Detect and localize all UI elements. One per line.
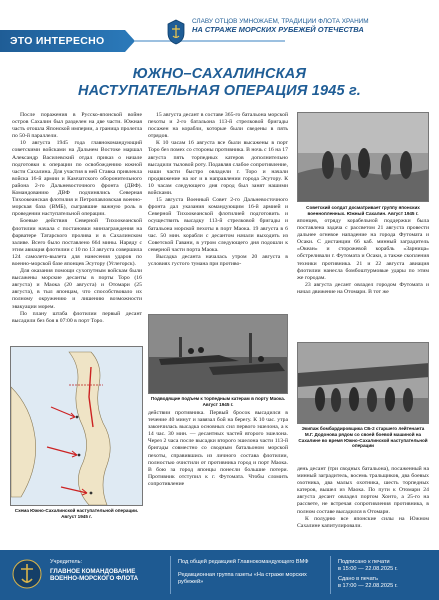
paragraph: По плану штаба флотилии первый десант высадили без боя в 07:00 в порт Торо.	[12, 310, 142, 324]
paragraph: 15 августа десант в составе 365-го батальона морской пехоты и 2-го батальона 113-й стрелковой бригады посажен на корабли, которые были сведены в пять отрядов.	[148, 112, 288, 140]
signed-label: Подписано к печати	[338, 559, 390, 565]
footer	[0, 550, 439, 600]
map-illustration	[11, 347, 143, 506]
photo-torpedo-boats	[148, 314, 288, 394]
column-3-continued	[297, 466, 429, 530]
paragraph: день десант (три сводных батальона), посаженный на минный заградитель, восемь тральщиков, два боевых охотника, два малых охотника, шесть торпедных катеров, вышел из Маока. По пути к Отомари 24 августа десант овладел портом Хонто, а 25-го на рассвете, не встречая сопротивления противника, в полном составе высадился в Отомари.	[297, 466, 429, 515]
paragraph: К 10 часам 16 августа все были высажены в порт Торо без помех со стороны противника. В ночь с 16 на 17 августа пять торпедных катеров дополнительно высадили тыловой роту. Подавляя слабое сопротивление, наши части быстро овладели г. Торо и начали продвижение на юг и в направлении города Эсутору. К 10 часам следующего дня город был занят нашими войсками.	[148, 140, 288, 197]
sent-label: Сдано в печать	[338, 576, 379, 582]
photo-prisoners	[297, 112, 429, 202]
footer-divider	[170, 556, 171, 594]
article-headline	[0, 66, 439, 100]
photo-right-caption: Экипаж бомбардировщика СБ-2 старшего лейтенанта М.Г. Додонова рядом со своей боевой машиной на Сахалине во время Южно-Сахалинской наступательной операции	[298, 426, 428, 449]
founder-label: Учредитель:	[50, 559, 83, 565]
edition-note: Под общей редакцией Главнокомандующего ВМФ	[178, 559, 309, 565]
headline-line2: НАСТУПАТЕЛЬНАЯ ОПЕРАЦИЯ 1945 г.	[78, 83, 361, 99]
paragraph: 15 августа Военный Совет 2-го Дальневосточного фронта дал указания командующим 16-й армией и Северной Тихоокеанской флотилией подготовить и осуществить высадку 113-й стрелковой бригады и батальона морской пехоты в порт Маока. 19 августа в 6 час. 50 мин. корабли с десантом начали выходить из Советской Гавани, в утром следующего дня подошли к северной части порта Маока.	[148, 197, 288, 253]
paragraph: японцев, отряду корабельной поддержки была поставлена задача с рассветом 21 августа провести дальнее огневое нападение на города Футомата и Осаки. С дистанции 66 каб. минный заградитель «Океан» и сторожевой корабль «Зарница» обстреливали г. Футомата и Осаки, а также скопления техники противника. 21 и 22 августа авиация флотилии нанесла бомбоштурмовые удары по этим же городам.	[297, 218, 429, 281]
photo-top-caption: Советский солдат досматривает группу японских военнопленных. Южный Сахалин. Август 1945 г.	[306, 205, 420, 216]
paragraph: К полудню все японские силы на Южном Сахалине капитулировали.	[297, 515, 429, 529]
paragraph: Для оказания помощи сухопутным войскам были высажены морские десанты в порты Торо (16 августа) и Маока (20 августа) и Отомари (25 августа), в тыл японцам, что способствовало их полному окружению и лишению возможности эвакуации морем.	[12, 268, 142, 310]
masthead-tagline	[192, 18, 432, 34]
header-divider	[135, 40, 285, 42]
paragraph: Боевые действия Северной Тихоокеанской флотилии начала с постановки минзаграждения на фарватере Татарского пролива и в Сахалинском заливе. Всего было поставлено 664 мины. Наряду с этим авиация флотилии с 10 по 13 августа совершила 124 самолето-вылета для нанесения ударов по военно-морской базе японцев Эсутору (Углегорск).	[12, 218, 142, 267]
footer-editorial	[178, 559, 318, 586]
headline-line1: ЮЖНО–САХАЛИНСКАЯ	[132, 66, 307, 82]
operation-map	[10, 346, 143, 506]
paragraph: 23 августа десант овладел городом Футомата и начал движение на Отомари. В тот же	[297, 281, 429, 295]
navy-emblem-icon	[165, 18, 187, 46]
column-2-continued	[148, 410, 288, 488]
section-tab: ЭТО ИНТЕРЕСНО	[0, 30, 125, 52]
navy-emblem-icon	[12, 559, 42, 589]
photo-bomber-crew	[297, 342, 429, 424]
sent-time: в 17:00 — 22.08.2025 г.	[338, 583, 398, 589]
footer-founder	[50, 559, 155, 582]
column-2	[148, 112, 288, 268]
footer-print-info	[338, 559, 434, 590]
paragraph: 10 августа 1945 года главнокомандующий советскими войсками на Дальнем Востоке маршал Александр Василевский отдал приказ о начале подготовки к операции по освобождению южной части Сахалина. Для участия в ней Ставка привлекла войска 16-й армии и Камчатского оборонительного района 2-го Дальневосточного фронта (ДВФ). Командованию ДВФ подчинялись Северная Тихоокеанская флотилия и Петропавловская военно-морская база (ВМБ), сыгравшие важную роль в проведении наступательной операции.	[12, 140, 142, 218]
photo-middle-caption: Подводящие подъем к торпедным катерам в порту Маока. Август 1945 г.	[150, 396, 286, 407]
column-1	[12, 112, 142, 325]
paragraph: Высадка десанта началась утром 20 августа в условиях густого тумана при противо-	[148, 253, 288, 267]
tagline-line1: СЛАВУ ОТЦОВ УМНОЖАЕМ, ТРАДИЦИИ ФЛОТА ХРАНИМ	[192, 18, 369, 25]
map-caption: Схема Южно-Сахалинской наступательной операции. Август 1945 г.	[14, 508, 139, 519]
editorial-group: Редакционная группа газеты «На страже морских рубежей»	[178, 572, 307, 585]
signed-time: в 15:00 — 22.08.2025 г.	[338, 566, 398, 572]
paragraph: После поражения в Русско-японской войне остров Сахалин был разделен на две части. Южная часть отошла Японской империи, а граница пролегла по 50-й параллели.	[12, 112, 142, 140]
footer-divider	[330, 556, 331, 594]
founder-name: ГЛАВНОЕ КОМАНДОВАНИЕ ВОЕННО-МОРСКОГО ФЛОТА	[50, 568, 139, 582]
tagline-line2: НА СТРАЖЕ МОРСКИХ РУБЕЖЕЙ ОТЕЧЕСТВА	[192, 25, 364, 34]
column-3	[297, 218, 429, 296]
paragraph: действии противника. Первый бросок высадился в течение 40 минут и завязал бой на берегу. К 10 час. утра закончилась высадка основных сил первого эшелона, а к 14 час. 30 мин. — десантных частей второго эшелона. Через 2 часа после высадки второго эшелона части 113-й бригады совместно со сводным батальоном морской пехоты, справившись из личного состава флотилии, полностью очистили от противника город и порт Маока. В бою за город японцы понесли большие потери. Противник отступил к г. Футомата. Чтобы сломить сопротивление	[148, 410, 288, 487]
